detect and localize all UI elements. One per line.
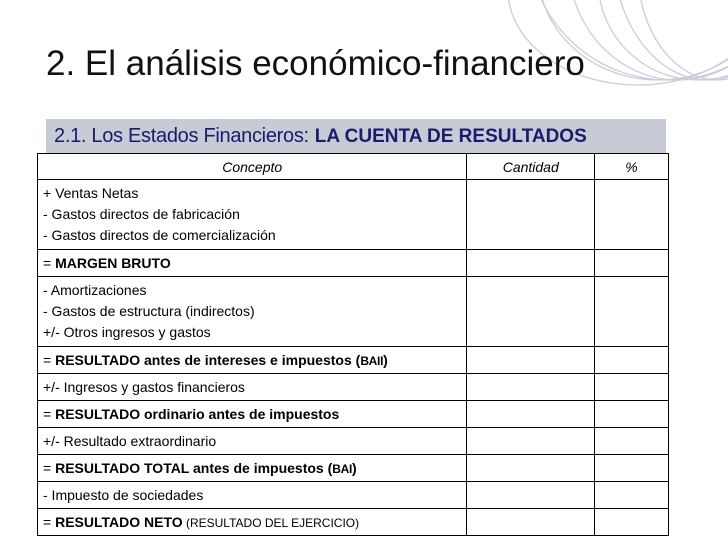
table-row [38, 455, 669, 482]
bait-suffix: ) [383, 352, 388, 368]
line-gastos-fabricacion: - Gastos directos de fabricación [43, 206, 240, 222]
total-label: RESULTADO TOTAL antes de impuestos ( [55, 460, 333, 476]
cantidad-cell [467, 180, 595, 250]
concept-cell [38, 401, 467, 428]
row-prefix: = [43, 255, 56, 271]
percent-cell [595, 277, 669, 347]
cantidad-cell [467, 347, 595, 374]
table-row [38, 482, 669, 509]
cantidad-cell [467, 482, 595, 509]
percent-cell [595, 455, 669, 482]
table-row [38, 428, 669, 455]
subtitle-bar [46, 119, 666, 154]
line-amortizaciones: - Amortizaciones [43, 282, 147, 298]
impuesto-label: - Impuesto de sociedades [38, 482, 467, 509]
concept-cell [38, 509, 467, 536]
concept-cell [38, 250, 467, 277]
bait-label: RESULTADO antes de intereses e impuestos ( [55, 352, 361, 368]
table-row [38, 374, 669, 401]
header-percent: % [595, 154, 669, 180]
row-prefix: = [43, 460, 56, 476]
percent-cell [595, 401, 669, 428]
ordinario-label: RESULTADO ordinario antes de impuestos [55, 406, 340, 422]
table-row [38, 347, 669, 374]
bait-abbr: BAII [360, 354, 384, 368]
concept-cell [38, 277, 467, 347]
cantidad-cell [467, 250, 595, 277]
percent-cell [595, 482, 669, 509]
income-statement-table [37, 153, 669, 536]
percent-cell [595, 250, 669, 277]
concept-cell [38, 347, 467, 374]
header-cantidad: Cantidad [467, 154, 595, 180]
concept-cell [38, 180, 467, 250]
financieros-label: +/- Ingresos y gastos financieros [38, 374, 467, 401]
percent-cell [595, 374, 669, 401]
row-prefix: = [43, 406, 56, 422]
total-abbr: BAI [332, 462, 353, 476]
percent-cell [595, 180, 669, 250]
subtitle-bold: LA CUENTA DE RESULTADOS [314, 125, 587, 147]
cantidad-cell [467, 455, 595, 482]
slide-title: 2. El análisis económico-financiero [46, 44, 585, 83]
line-gastos-comercializacion: - Gastos directos de comercialización [43, 227, 276, 243]
line-gastos-estructura: - Gastos de estructura (indirectos) [43, 303, 255, 319]
cantidad-cell [467, 277, 595, 347]
table-row [38, 277, 669, 347]
total-suffix: ) [352, 460, 357, 476]
cantidad-cell [467, 374, 595, 401]
table-row [38, 401, 669, 428]
header-concepto: Concepto [38, 154, 467, 180]
percent-cell [595, 428, 669, 455]
table-row [38, 250, 669, 277]
neto-rest: (RESULTADO DEL EJERCICIO) [182, 516, 360, 530]
line-ventas-netas: + Ventas Netas [43, 185, 139, 201]
extraordinario-label: +/- Resultado extraordinario [38, 428, 467, 455]
percent-cell [595, 347, 669, 374]
neto-label: RESULTADO NETO [55, 514, 183, 530]
line-otros-ingresos: +/- Otros ingresos y gastos [43, 324, 211, 340]
percent-cell [595, 509, 669, 536]
margen-bruto-label: MARGEN BRUTO [55, 255, 171, 271]
concept-cell [38, 455, 467, 482]
table-row [38, 180, 669, 250]
row-prefix: = [43, 352, 56, 368]
cantidad-cell [467, 509, 595, 536]
cantidad-cell [467, 428, 595, 455]
cantidad-cell [467, 401, 595, 428]
table-row [38, 509, 669, 536]
table-header-row [38, 154, 669, 180]
subtitle-prefix: 2.1. Los Estados Financieros: [54, 125, 309, 147]
row-prefix: = [43, 514, 56, 530]
